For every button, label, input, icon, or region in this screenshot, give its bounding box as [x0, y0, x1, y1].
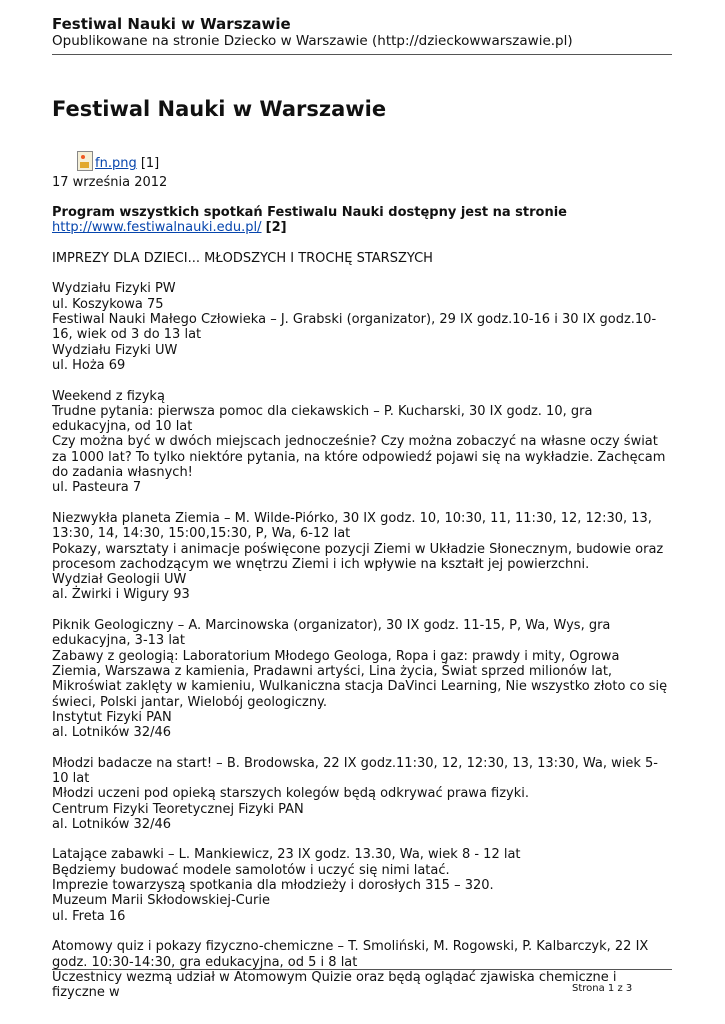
event-line: Zabawy z geologią: Laboratorium Młodego Geologa, Ropa i gaz: prawdy i mity, Ogrowa Ziemia, Warszawa z kamienia, Pradawni artyści, Lina życia, Świat sprzed milionów lat, Mikroświat zaklęty w kamieniu, Wulkaniczna stacja DaVinci Learning, Nie wszystko złoto co się świeci, Polski jantar, Wielobój geologiczny.	[52, 648, 668, 710]
event-list	[52, 281, 672, 1000]
event-line: Wydział Geologii UW	[52, 572, 187, 588]
image-ref: [1]	[140, 156, 160, 171]
event-line: Młodzi badacze na start! – B. Brodowska, 22 IX godz.11:30, 12, 12:30, 13, 13:30, Wa, wiek 5-10 lat	[52, 755, 658, 786]
event-line: Latające zabawki – L. Mankiewicz, 23 IX godz. 13.30, Wa, wiek 8 - 12 lat	[52, 847, 521, 863]
intro-ref: [2]	[265, 220, 287, 236]
event-line: Imprezie towarzyszą spotkania dla młodzieży i dorosłych 315 – 320.	[52, 878, 494, 894]
festival-link[interactable]: http://www.festiwalnauki.edu.pl/	[52, 220, 262, 236]
event-block	[52, 511, 672, 603]
article-body	[52, 205, 672, 1016]
event-line: Wydziału Fizyki UW	[52, 342, 178, 358]
image-link[interactable]: fn.png	[95, 156, 137, 171]
event-line: Wydziału Fizyki PW	[52, 281, 176, 297]
intro-text: Program wszystkich spotkań Festiwalu Nauki dostępny jest na stronie	[52, 205, 567, 220]
article-date: 17 września 2012	[52, 175, 168, 190]
event-block	[52, 618, 672, 740]
image-file-icon	[77, 151, 93, 171]
intro-paragraph	[52, 205, 672, 236]
event-line: al. Lotników 32/46	[52, 725, 172, 741]
event-line: Niezwykła planeta Ziemia – M. Wilde-Piórko, 30 IX godz. 10, 10:30, 11, 11:30, 12, 12:30, 13, 13:30, 14, 14:30, 15:00,15:30, P, Wa, 6-12 lat	[52, 510, 652, 542]
footer-divider	[52, 969, 672, 970]
event-line: Muzeum Marii Skłodowskiej-Curie	[52, 893, 270, 909]
header-title: Festiwal Nauki w Warszawie	[52, 15, 291, 33]
article-title: Festiwal Nauki w Warszawie	[52, 97, 387, 121]
event-line: al. Lotników 32/46	[52, 816, 172, 832]
event-block	[52, 847, 672, 923]
event-line: Czy można być w dwóch miejscach jednocześnie? Czy można zobaczyć na własne oczy świat za 1000 lat? To tylko niektóre pytania, na które odpowiedź pojawi się na wykładzie. Zachęcam do zadania własnych!	[52, 434, 666, 481]
event-line: Festiwal Nauki Małego Człowieka – J. Grabski (organizator), 29 IX godz.10-16 i 30 IX godz.10-16, wiek od 3 do 13 lat	[52, 312, 657, 343]
event-block	[52, 281, 672, 373]
event-line: ul. Freta 16	[52, 908, 126, 924]
section-heading: IMPREZY DLA DZIECI... MŁODSZYCH I TROCHĘ STARSZYCH	[52, 250, 433, 266]
page-number: Strona 1 z 3	[572, 983, 633, 994]
event-block	[52, 389, 672, 496]
header-divider	[52, 54, 672, 55]
event-line: al. Żwirki i Wigury 93	[52, 587, 190, 603]
event-line: ul. Pasteura 7	[52, 480, 142, 496]
image-line	[77, 151, 159, 171]
event-line: Młodzi uczeni pod opieką starszych kolegów będą odkrywać prawa fizyki.	[52, 786, 530, 802]
event-line: Trudne pytania: pierwsza pomoc dla ciekawskich – P. Kucharski, 30 IX godz. 10, gra edukacyjna, od 10 lat	[52, 403, 593, 435]
event-line: Uczestnicy wezmą udział w Atomowym Quizie oraz będą oglądać zjawiska chemiczne i fizyczne w	[52, 969, 617, 1001]
event-block	[52, 756, 672, 832]
event-line: Atomowy quiz i pokazy fizyczno-chemiczne – T. Smoliński, M. Rogowski, P. Kalbarczyk, 22 IX godz. 10:30-14:30, gra edukacyjna, od 5 i 8 lat	[52, 939, 649, 970]
event-line: Instytut Fizyki PAN	[52, 709, 172, 725]
event-line: Centrum Fizyki Teoretycznej Fizyki PAN	[52, 801, 304, 817]
event-line: ul. Hoża 69	[52, 357, 126, 373]
header-subtitle: Opublikowane na stronie Dziecko w Warszawie (http://dzieckowwarszawie.pl)	[52, 33, 573, 49]
event-line: Weekend z fizyką	[52, 388, 165, 404]
event-line: Piknik Geologiczny – A. Marcinowska (organizator), 30 IX godz. 11-15, P, Wa, Wys, gra edukacyjna, 3-13 lat	[52, 618, 611, 649]
event-line: ul. Koszykowa 75	[52, 296, 164, 312]
event-line: Będziemy budować modele samolotów i uczyć się nimi latać.	[52, 862, 450, 878]
event-line: Pokazy, warsztaty i animacje poświęcone pozycji Ziemi w Układzie Słonecznym, budowie oraz procesom zachodzącym we wnętrzu Ziemi i ich wpływie na kształt jej powierzchni.	[52, 541, 664, 572]
